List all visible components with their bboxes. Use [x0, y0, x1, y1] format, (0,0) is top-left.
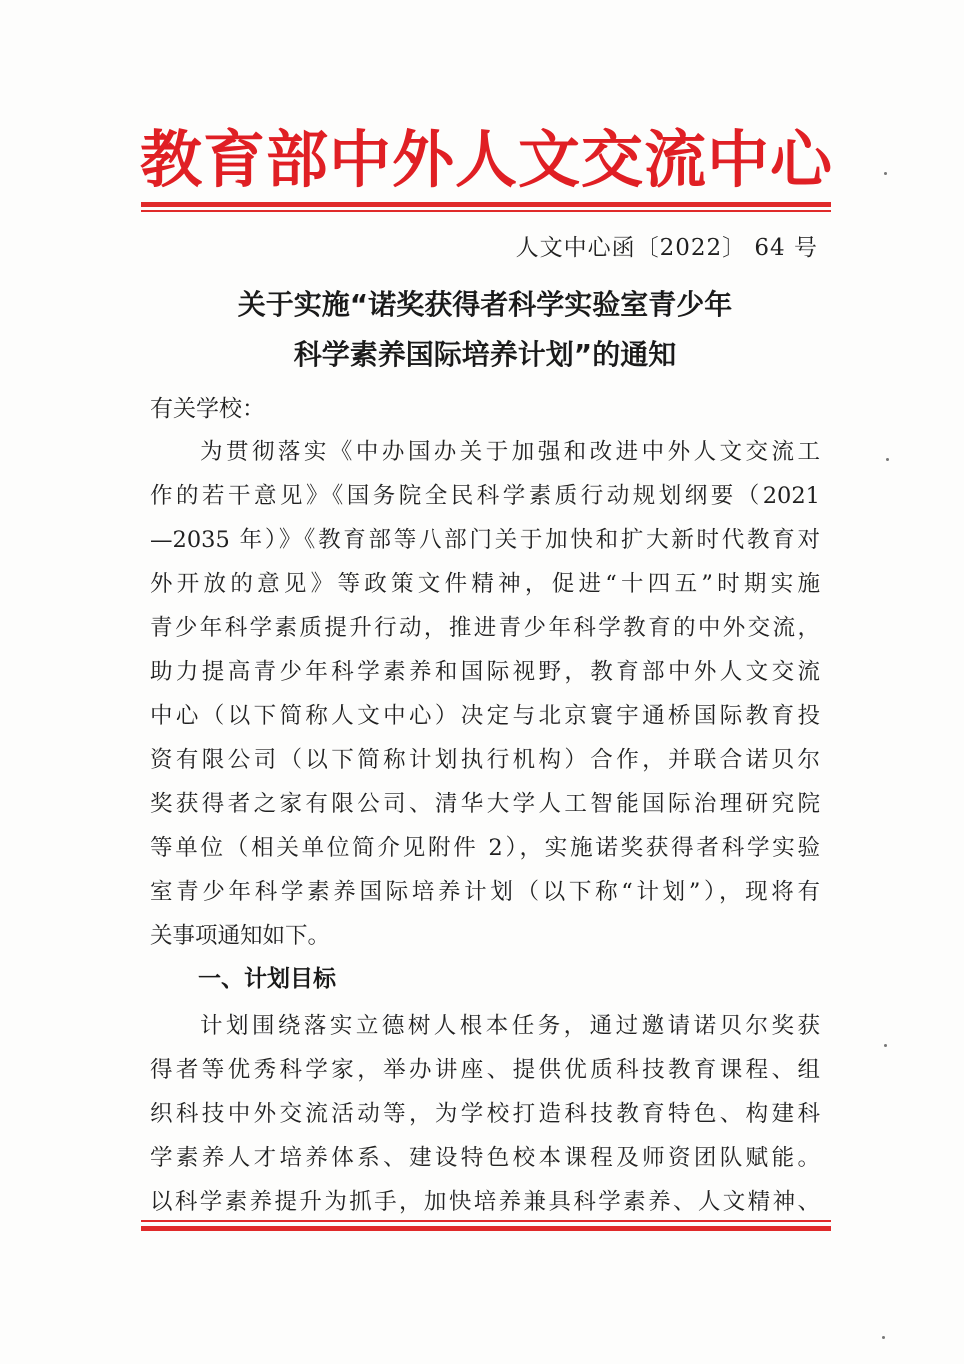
paragraph-1-line: 作的若干意见》《国务院全民科学素质行动规划纲要（2021	[150, 483, 820, 509]
footer-red-rule-thin	[141, 1220, 831, 1222]
paragraph-2-line: 以科学素养提升为抓手，加快培养兼具科学素养、人文精神、	[150, 1189, 820, 1215]
paragraph-1-line: 奖获得者之家有限公司、清华大学人工智能国际治理研究院	[150, 791, 820, 817]
section-heading-plan-goals: 一、计划目标	[198, 966, 336, 992]
paragraph-1-line: 助力提高青少年科学素养和国际视野，教育部中外人文交流	[150, 659, 820, 685]
paragraph-1-line: 资有限公司（以下简称计划执行机构）合作，并联合诺贝尔	[150, 747, 820, 773]
paragraph-2-line: 得者等优秀科学家，举办讲座、提供优质科技教育课程、组	[150, 1057, 820, 1083]
footer-red-rule-thick	[141, 1226, 831, 1231]
notice-title-line-2: 科学素养国际培养计划”的通知	[293, 338, 677, 371]
scan-speck	[882, 1336, 885, 1339]
paragraph-1-line: 中心（以下简称人文中心）决定与北京寰宇通桥国际教育投	[150, 703, 820, 729]
header-red-rule-thin	[141, 210, 831, 212]
paragraph-1-line: —2035 年）》《教育部等八部门关于加快和扩大新时代教育对	[150, 527, 820, 553]
header-red-rule-thick	[141, 202, 831, 207]
paragraph-1-line: 外开放的意见》等政策文件精神，促进“十四五”时期实施	[150, 571, 820, 597]
paragraph-1-line: 室青少年科学素养国际培养计划（以下称“计划”），现将有	[150, 879, 820, 905]
notice-title-line-1: 关于实施“诺奖获得者科学实验室青少年	[237, 288, 733, 321]
issuing-organization-title: 教育部中外人文交流中心	[140, 123, 834, 196]
paragraph-2-line: 计划围绕落实立德树人根本任务，通过邀请诺贝尔奖获	[200, 1013, 820, 1039]
document-number: 人文中心函〔2022〕 64 号	[515, 235, 818, 261]
paragraph-1-line: 为贯彻落实《中办国办关于加强和改进中外人文交流工	[200, 439, 820, 465]
scan-speck	[884, 172, 887, 175]
paragraph-1-line: 青少年科学素质提升行动，推进青少年科学教育的中外交流，	[150, 615, 820, 641]
paragraph-2-line: 织科技中外交流活动等，为学校打造科技教育特色、构建科	[150, 1101, 820, 1127]
paragraph-2-line: 学素养人才培养体系、建设特色校本课程及师资团队赋能。	[150, 1145, 820, 1171]
scan-speck	[886, 458, 889, 461]
scan-speck	[884, 1044, 887, 1047]
paragraph-1-line: 关事项通知如下。	[150, 923, 331, 949]
paragraph-1-line: 等单位（相关单位简介见附件 2），实施诺奖获得者科学实验	[150, 835, 820, 861]
salutation: 有关学校：	[150, 396, 265, 422]
